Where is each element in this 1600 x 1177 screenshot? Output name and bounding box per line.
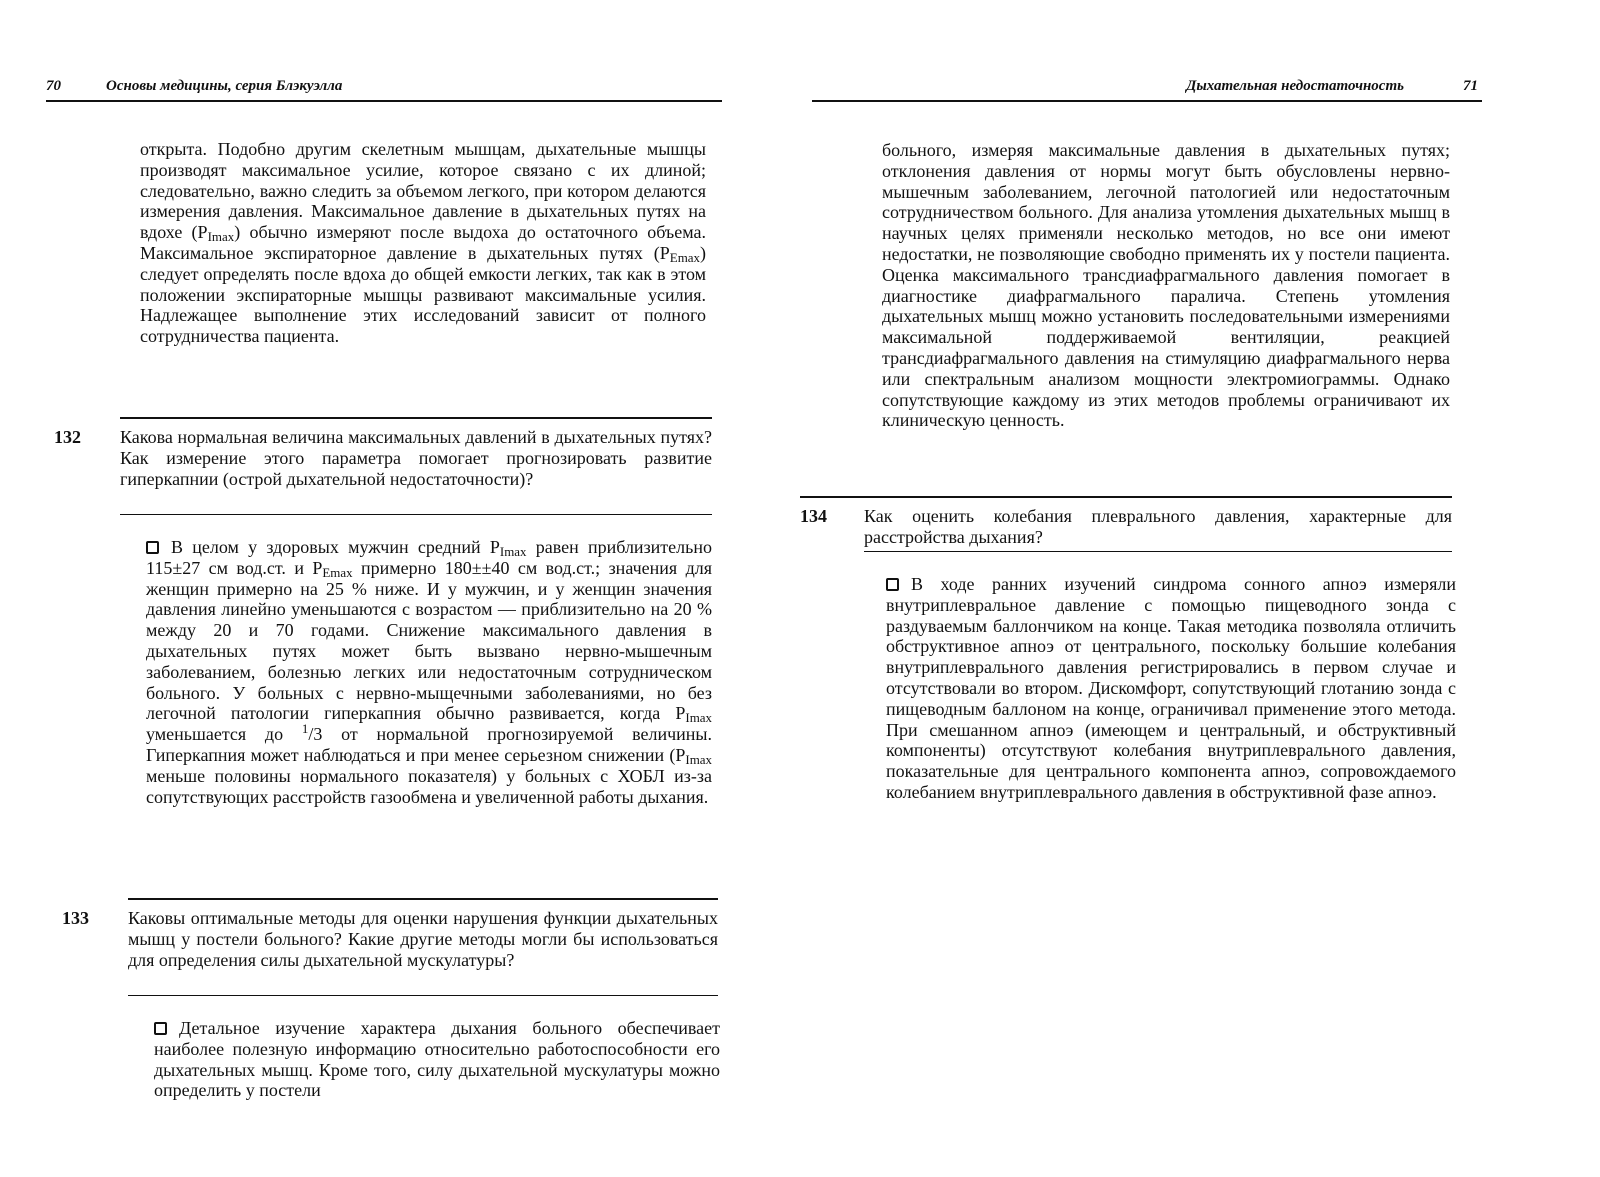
left-running-title: Основы медицины, серия Блэкуэлла [106, 78, 343, 94]
rule [128, 995, 718, 996]
question-number: 132 [54, 427, 81, 447]
right-page-number: 71 [1463, 78, 1478, 94]
question-number: 134 [800, 506, 827, 526]
answer-134: В ходе ранних изучений синдрома сонного апноэ измеряли внутриплевральное давление с помощью пищеводного зонда с раздуваемым баллончиком на конце. Такая методика позволяла отличить обструктивное апноэ от центрального, поскольку большие колебания внутриплеврального давления регистрировались в первом случае и отсутствовали во втором. Дискомфорт, сопутствующий глотанию зонда с пищеводным баллоном на конце, ограничивал применение этого метода. При смешанном апноэ (имеющем и центральный, и обструктивный компоненты) отсутствуют колебания внутриплеврального давления, показательные для центрального компонента апноэ, сопровождаемого колебанием внутриплеврального давления в обструктивной фазе апноэ. [886, 574, 1456, 802]
checkbox-icon [154, 1022, 167, 1035]
checkbox-icon [146, 541, 159, 554]
rule [120, 514, 712, 515]
continued-paragraph: больного, измеряя максимальные давления в дыхательных путях; отклонения давления от нормы могут быть обусловлены нервно-мышечным заболеванием, легочной патологией или недостаточным сотрудничеством больного. Для анализа утомления дыхательных мышц в научных целях применяли несколько методов, но все они имеют недостатки, не позволяющие свободно применять их у постели пациента. Оценка максимального трансдиафрагмального давления помогает в диагностике диафрагмального паралича. Степень утомления дыхательных мышц можно установить последовательными измерениями максимальной поддерживаемой вентиляции, реакцией трансдиафрагмального давления на стимуляцию диафрагмального нерва или спектральным анализом мощности электромиограммы. Однако сопутствующие каждому из этих методов проблемы ограничивают их клиническую ценность. [882, 140, 1450, 431]
question-text: Каковы оптимальные методы для оценки нарушения функции дыхательных мышц у постели больного? Какие другие методы могли бы использоваться для определения силы дыхательной мускулатуры? [128, 908, 718, 970]
continued-paragraph: открыта. Подобно другим скелетным мышцам, дыхательные мышцы производят максимальное усилие, которое связано с их длиной; следовательно, важно следить за объемом легкого, при котором делаются измерения давления. Максимальное давление в дыхательных путях на вдохе $(P_{Imax})$ обычно измеряют после выдоха до остаточного объема. Максимальное экспираторное давление в дыхательных путях $(P_{Emax})$ следует определять после вдоха до общей емкости легких, так как в этом положении экспираторные мышцы развивают максимальные усилия. Надлежащее выполнение этих исследований зависит от полного сотрудничества пациента. [140, 139, 706, 347]
answer-132: В целом у здоровых мужчин средний $P_{Imax}$ равен приблизительно 115±27 см вод.ст. и $P_{Emax}$ примерно 180±±40 см вод.ст.; значения для женщин примерно на 25 % ниже. И у мужчин, и у женщин значения давления линейно уменьшаются с возрастом — приблизительно на 20 % между 20 и 70 годами. Снижение максимального давления в дыхательных путях может быть вызвано нервно-мышечным заболеванием, болезнью легких или недостаточным сотрудническом больного. У больных с нервно-мыщечными заболеваниями, но без легочной патологии гиперкапния обычно развивается, когда $P_{Imax}$ уменьшается до $^1$/3 от нормальной прогнозируемой величины. Гиперкапния может наблюдаться и при менее серьезном снижении ($P_{Imax}$ меньше половины нормального показателя) у больных с ХОБЛ из-за сопутствующих расстройств газообмена и увеличенной работы дыхания. [146, 537, 712, 807]
rule [800, 496, 1452, 498]
left-page-number: 70 [46, 78, 61, 94]
question-number: 133 [62, 908, 89, 928]
question-text: Как оценить колебания плеврального давления, характерные для расстройства дыхания? [864, 506, 1452, 547]
rule [864, 551, 1452, 552]
right-running-header [812, 74, 1482, 102]
right-running-title: Дыхательная недостаточность [1186, 78, 1404, 94]
rule [128, 898, 718, 900]
rule [120, 417, 712, 419]
question-text: Какова нормальная величина максимальных давлений в дыхательных путях? Как измерение этого параметра помогает прогнозировать развитие гиперкапнии (острой дыхательной недостаточности)? [120, 427, 712, 489]
left-running-header [46, 74, 722, 102]
checkbox-icon [886, 578, 899, 591]
answer-133: Детальное изучение характера дыхания больного обеспечивает наиболее полезную информацию относительно работоспособности его дыхательных мышц. Кроме того, силу дыхательной мускулатуры можно определить у постели [154, 1018, 720, 1101]
